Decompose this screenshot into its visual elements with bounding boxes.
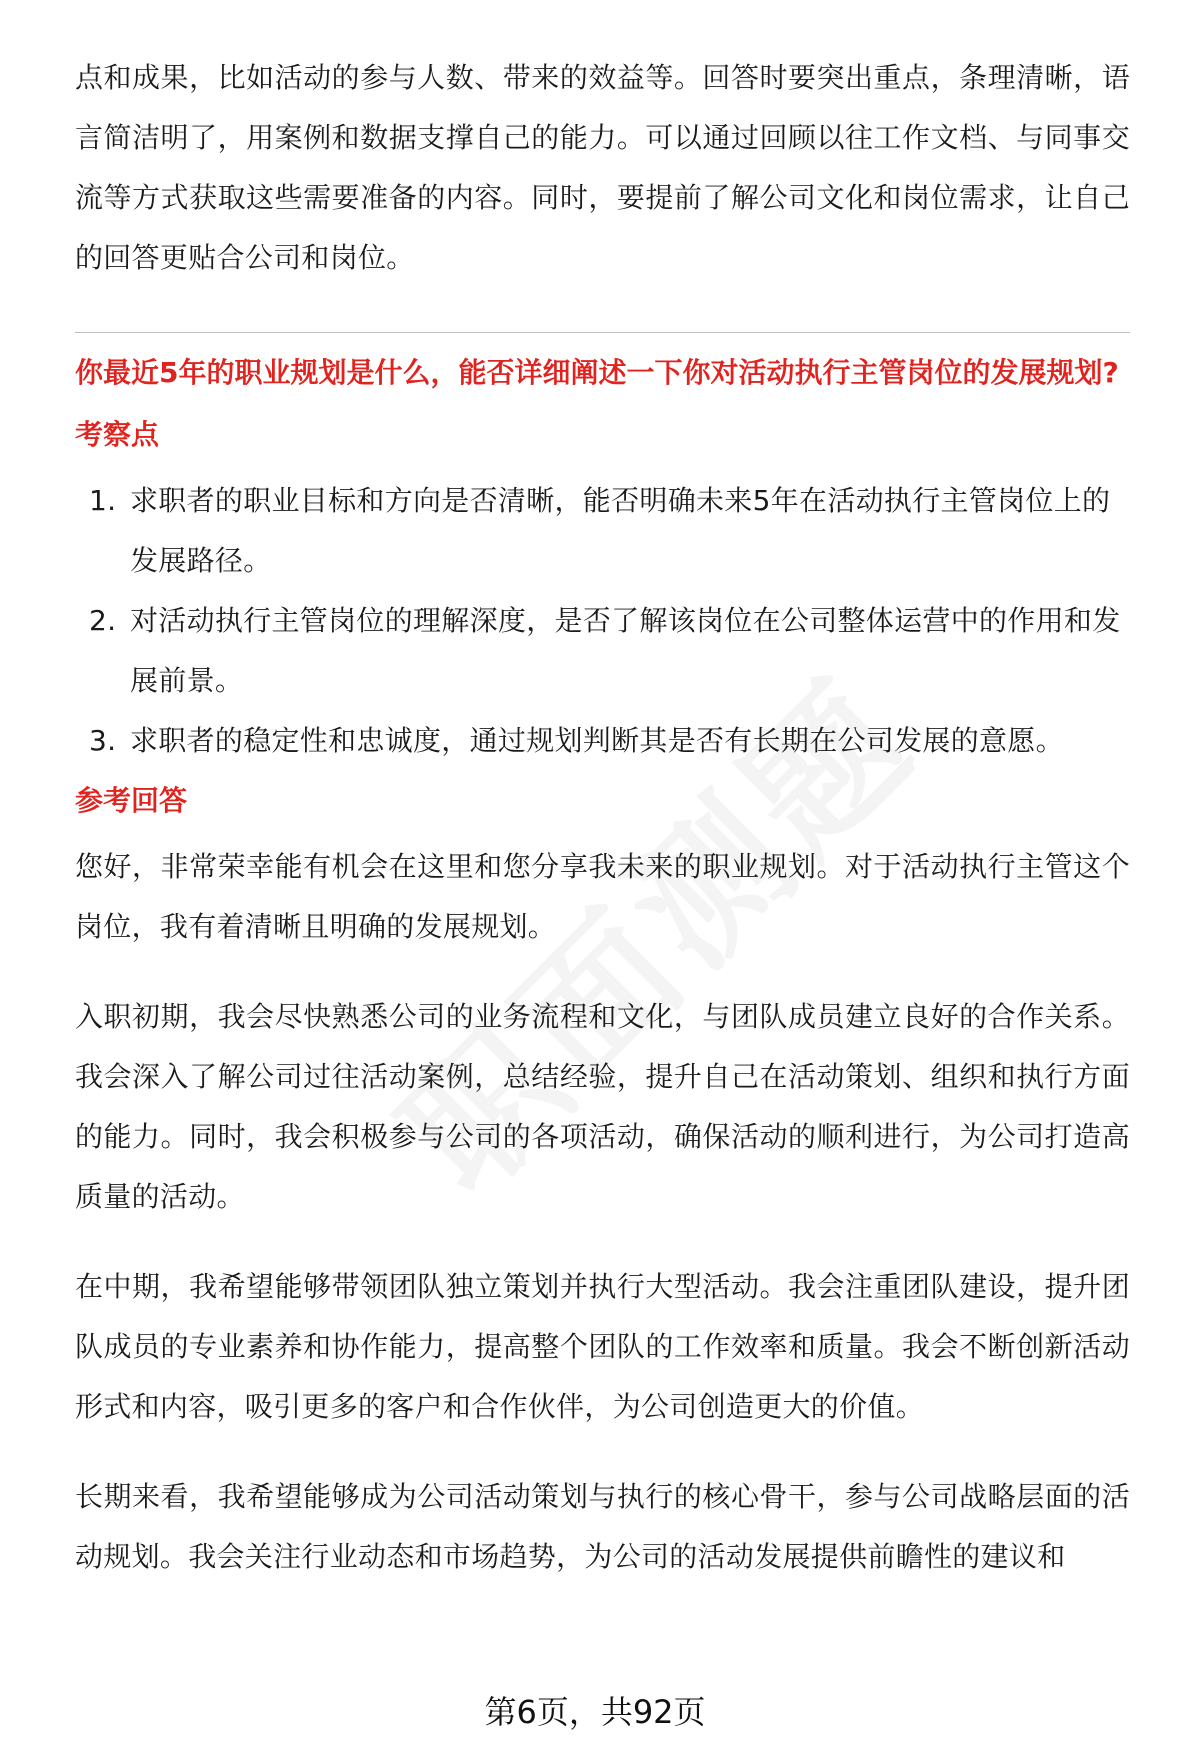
examination-points bbox=[75, 471, 1130, 771]
document-page bbox=[75, 48, 1130, 1617]
answer-paragraph: 您好，非常荣幸能有机会在这里和您分享我未来的职业规划。对于活动执行主管这个岗位，我有着清晰且明确的发展规划。 bbox=[75, 850, 1130, 943]
list-number: 2. bbox=[89, 604, 117, 637]
list-item bbox=[75, 711, 1130, 771]
list-text: 求职者的稳定性和忠诚度，通过规划判断其是否有长期在公司发展的意愿。 bbox=[130, 724, 1064, 757]
list-item bbox=[75, 471, 1130, 591]
answer-paragraph: 在中期，我希望能够带领团队独立策划并执行大型活动。我会注重团队建设，提升团队成员的专业素养和协作能力，提高整个团队的工作效率和质量。我会不断创新活动形式和内容，吸引更多的客户和合作伙伴，为公司创造更大的价值。 bbox=[75, 1270, 1130, 1423]
list-text: 对活动执行主管岗位的理解深度，是否了解该岗位在公司整体运营中的作用和发展前景。 bbox=[130, 604, 1121, 697]
examination-label: 考察点 bbox=[75, 418, 160, 451]
intro-paragraph: 点和成果，比如活动的参与人数、带来的效益等。回答时要突出重点，条理清晰，语言简洁明了，用案例和数据支撑自己的能力。可以通过回顾以往工作文档、与同事交流等方式获取这些需要准备的内容。同时，要提前了解公司文化和岗位需求，让自己的回答更贴合公司和岗位。 bbox=[75, 61, 1130, 274]
list-text: 求职者的职业目标和方向是否清晰，能否明确未来5年在活动执行主管岗位上的发展路径。 bbox=[130, 484, 1111, 577]
list-item bbox=[75, 591, 1130, 711]
answer-label: 参考回答 bbox=[75, 784, 188, 817]
answer-paragraph: 入职初期，我会尽快熟悉公司的业务流程和文化，与团队成员建立良好的合作关系。我会深入了解公司过往活动案例，总结经验，提升自己在活动策划、组织和执行方面的能力。同时，我会积极参与公司的各项活动，确保活动的顺利进行，为公司打造高质量的活动。 bbox=[75, 1000, 1130, 1213]
page-number: 第6页，共92页 bbox=[484, 1693, 706, 1731]
list-number: 1. bbox=[89, 484, 117, 517]
answer-paragraph: 长期来看，我希望能够成为公司活动策划与执行的核心骨干，参与公司战略层面的活动规划。我会关注行业动态和市场趋势，为公司的活动发展提供前瞻性的建议和 bbox=[75, 1480, 1130, 1573]
question-heading: 你最近5年的职业规划是什么，能否详细阐述一下你对活动执行主管岗位的发展规划? bbox=[75, 356, 1119, 389]
list-number: 3. bbox=[89, 724, 117, 757]
section-divider bbox=[75, 332, 1130, 333]
